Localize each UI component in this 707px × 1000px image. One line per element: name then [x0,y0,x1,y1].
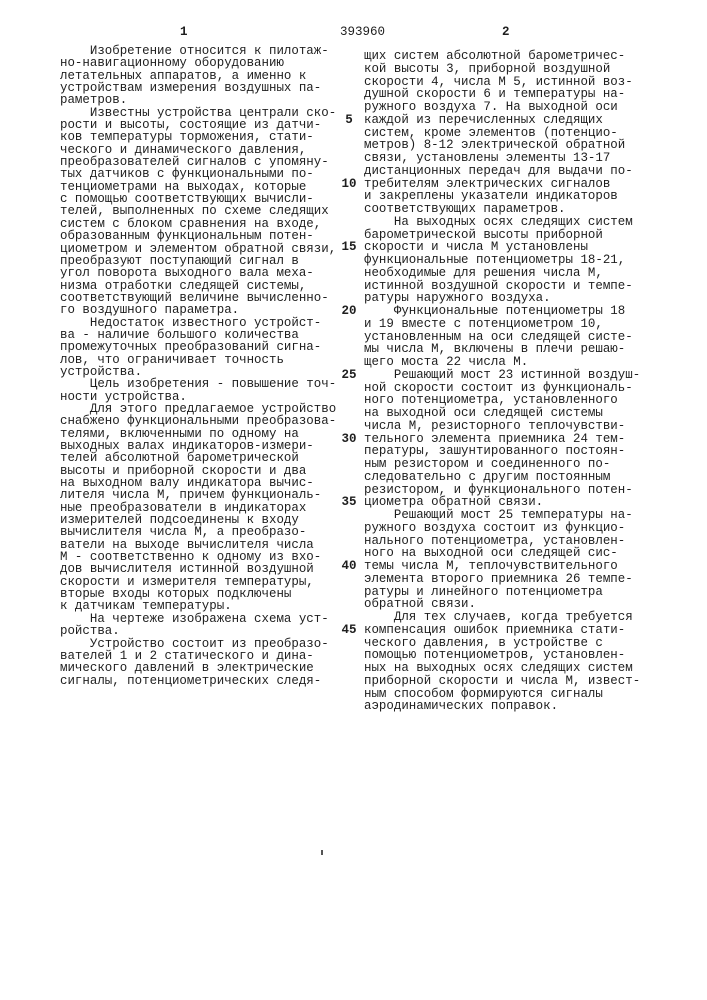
text-line: вычислителя числа М, а преобразо- [60,526,336,538]
text-line: ности устройства. [60,391,336,403]
right-text-column [364,50,640,713]
text-line: ным резистором и соединенного по- [364,458,640,471]
text-line: аэродинамических поправок. [364,700,640,713]
text-line: ные преобразователи в индикаторах [60,502,336,514]
left-text-column [60,45,336,687]
text-line: мы числа М, включены в плечи решаю- [364,343,640,356]
page-number-left: 1 [180,24,188,40]
page-number-right: 2 [502,24,510,40]
line-number: 45 [338,623,360,637]
text-line: необходимые для решения числа М, [364,267,640,280]
text-line: установленным на оси следящей систе- [364,331,640,344]
text-line: циометра обратной связи. [364,496,640,509]
text-line: ного потенциометра, установленного [364,394,640,407]
line-number: 5 [338,113,360,127]
text-line: помощью потенциометров, установлен- [364,649,640,662]
text-line: барометрической высоты приборной [364,229,640,242]
text-line: дов вычислителя истинной воздушной [60,563,336,575]
text-line: рости и высоты, состоящие из датчи- [60,119,336,131]
text-line: Решающий мост 23 истинной воздуш- [364,369,640,382]
text-line: ных на выходных осях следящих систем [364,662,640,675]
text-line: ной скорости состоит из функциональ- [364,382,640,395]
text-line: на выходном валу индикатора вычис- [60,477,336,489]
text-line: промежуточных преобразований сигна- [60,341,336,353]
text-line: соответствующий величине вычисленно- [60,292,336,304]
text-line: истинной воздушной скорости и темпе- [364,280,640,293]
text-line: устройствам измерения воздушных па- [60,82,336,94]
text-line: на выходной оси следящей системы [364,407,640,420]
text-line: ружного воздуха 7. На выходной оси [364,101,640,114]
text-line: телей абсолютной барометрической [60,452,336,464]
text-line: щего моста 22 числа М. [364,356,640,369]
line-number: 15 [338,240,360,254]
text-line: числа М, резисторного теплочувстви- [364,420,640,433]
line-number: 10 [338,177,360,191]
text-line: и закреплены указатели индикаторов [364,190,640,203]
text-line: лов, что ограничивает точность [60,354,336,366]
text-line: дистанционных передач для выдачи по- [364,165,640,178]
line-number: 25 [338,368,360,382]
text-line: преобразователей сигналов с упомяну- [60,156,336,168]
text-line: ратуры и линейного потенциометра [364,586,640,599]
text-line: тенциометрами на выходах, которые [60,181,336,193]
text-line: кой высоты 3, приборной воздушной [364,63,640,76]
text-line: функциональные потенциометры 18-21, [364,254,640,267]
text-line: ческого давления, в устройстве с [364,637,640,650]
text-line: тых датчиков с функциональными по- [60,168,336,180]
text-line: летательных аппаратов, а именно к [60,70,336,82]
patent-number: 393960 [340,24,385,40]
text-line: ческого и динамического давления, [60,144,336,156]
text-line: вторые входы которых подключены [60,588,336,600]
text-line: раметров. [60,94,336,106]
text-line: низма отработки следящей системы, [60,280,336,292]
text-line: щих систем абсолютной барометричес- [364,50,640,63]
text-line: Функциональные потенциометры 18 [364,305,640,318]
text-line: М - соответственно к одному из вхо- [60,551,336,563]
text-line: ружного воздуха состоит из функцио- [364,522,640,535]
text-line: пературы, зашунтированного постоян- [364,445,640,458]
text-line: темы числа М, теплочувствительного [364,560,640,573]
text-line: Устройство состоит из преобразо- [60,638,336,650]
text-line: тельного элемента приемника 24 тем- [364,433,640,446]
text-line: Для тех случаев, когда требуется [364,611,640,624]
text-line: го воздушного параметра. [60,304,336,316]
text-line: компенсация ошибок приемника стати- [364,624,640,637]
text-line: угол поворота выходного вала меха- [60,267,336,279]
text-line: Цель изобретения - повышение точ- [60,378,336,390]
text-line: устройства. [60,366,336,378]
text-line: обратной связи. [364,598,640,611]
text-line: метров) 8-12 электрической обратной [364,139,640,152]
text-line: приборной скорости и числа М, извест- [364,675,640,688]
text-line: высоты и приборной скорости и два [60,465,336,477]
text-line: но-навигационному оборудованию [60,57,336,69]
text-line: ройства. [60,625,336,637]
text-line: требителям электрических сигналов [364,178,640,191]
text-line: и 19 вместе с потенциометром 10, [364,318,640,331]
text-line: ного на выходной оси следящей сис- [364,547,640,560]
text-line: ков температуры торможения, стати- [60,131,336,143]
text-line: ным способом формируются сигналы [364,688,640,701]
line-number: 20 [338,304,360,318]
text-line: с помощью соответствующих вычисли- [60,193,336,205]
text-line: скорости 4, числа М 5, истинной воз- [364,76,640,89]
text-line: циометром и элементом обратной связи, [60,243,336,255]
text-line: душной скорости 6 и температуры на- [364,88,640,101]
text-line: ватели на выходе вычислителя числа [60,539,336,551]
text-line: резистором, и функционального потен- [364,484,640,497]
text-line: На чертеже изображена схема уст- [60,613,336,625]
text-line: Недостаток известного устройст- [60,317,336,329]
text-line: скорости и измерителя температуры, [60,576,336,588]
text-line: ва - наличие большого количества [60,329,336,341]
text-line: снабжено функциональными преобразова- [60,415,336,427]
text-line: систем с блоком сравнения на входе, [60,218,336,230]
text-line: соответствующих параметров. [364,203,640,216]
line-number: 30 [338,432,360,446]
text-line: преобразуют поступающий сигнал в [60,255,336,267]
text-line: Известны устройства централи ско- [60,107,336,119]
text-line: телями, включенными по одному на [60,428,336,440]
text-line: образованным функциональным потен- [60,230,336,242]
text-line: выходных валах индикаторов-измери- [60,440,336,452]
text-line: вателей 1 и 2 статического и дина- [60,650,336,662]
text-line: систем, кроме элементов (потенцио- [364,127,640,140]
text-line: измерителей подсоединены к входу [60,514,336,526]
text-line: каждой из перечисленных следящих [364,114,640,127]
scan-speck [321,850,323,855]
line-number: 40 [338,559,360,573]
text-line: сигналы, потенциометрических следя- [60,675,336,687]
text-line: скорости и числа М установлены [364,241,640,254]
text-line: к датчикам температуры. [60,600,336,612]
text-line: связи, установлены элементы 13-17 [364,152,640,165]
text-line: нального потенциометра, установлен- [364,535,640,548]
text-line: На выходных осях следящих систем [364,216,640,229]
text-line: телей, выполненных по схеме следящих [60,205,336,217]
text-line: элемента второго приемника 26 темпе- [364,573,640,586]
text-line: мического давлений в электрические [60,662,336,674]
text-line: лителя числа М, причем функциональ- [60,489,336,501]
text-line: Изобретение относится к пилотаж- [60,45,336,57]
text-line: Для этого предлагаемое устройство [60,403,336,415]
text-line: следовательно с другим постоянным [364,471,640,484]
text-line: Решающий мост 25 температуры на- [364,509,640,522]
text-line: ратуры наружного воздуха. [364,292,640,305]
line-number: 35 [338,495,360,509]
